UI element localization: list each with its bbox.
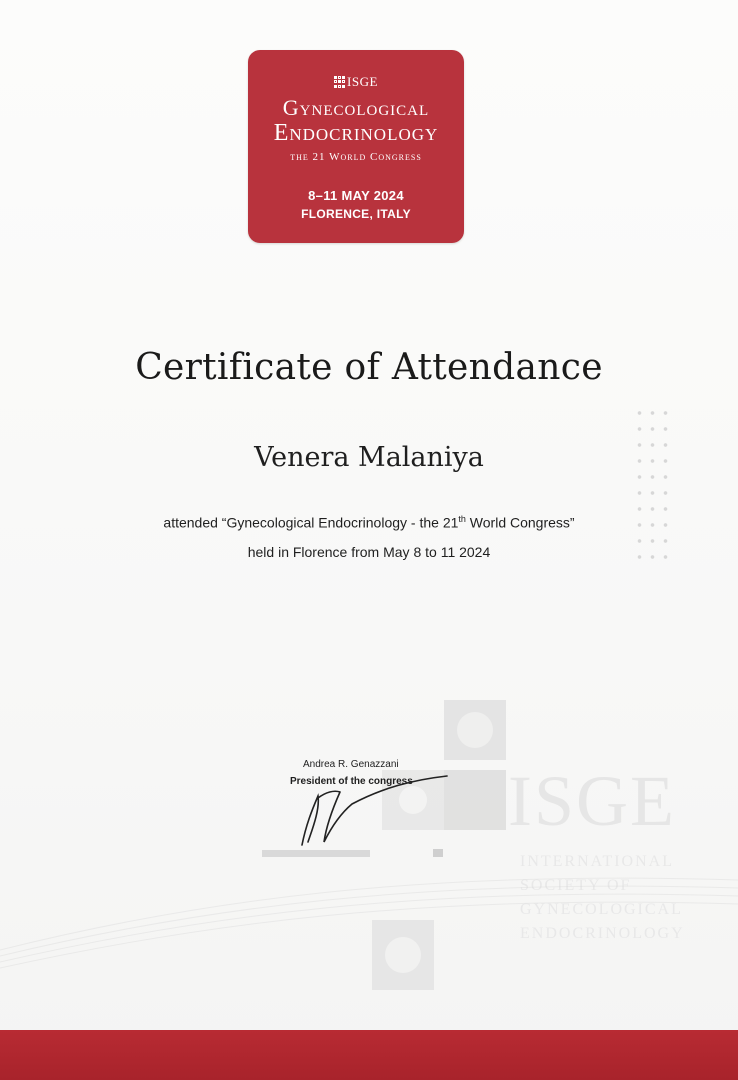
isge-mark: [248, 74, 464, 90]
isge-grid-icon: [334, 76, 344, 88]
venue-line: held in Florence from May 8 to 11 2024: [247, 544, 491, 560]
dot-grid-decoration: [633, 405, 673, 561]
recipient-name: Venera Malaniya: [254, 442, 484, 473]
divider-mark: [433, 849, 443, 857]
logo-line-endocrinology: Endocrinology: [273, 120, 439, 146]
signer-name: Andrea R. Genazzani: [303, 759, 399, 770]
footer-red-band: [0, 1030, 738, 1080]
logo-org: ISGE: [347, 74, 378, 89]
certificate-title: Certificate of Attendance: [135, 347, 603, 388]
handwritten-signature: [282, 770, 452, 850]
swoosh-decoration: [0, 860, 738, 980]
congress-logo: [248, 50, 464, 243]
logo-line-gynecological: Gynecological: [282, 95, 430, 120]
attendance-line: attended “Gynecological Endocrinology - the 21th World Congress”: [163, 514, 575, 531]
watermark-org: ISGE: [508, 761, 676, 841]
watermark-subtitle: INTERNATIONAL SOCIETY OF GYNECOLOGICAL ENDOCRINOLOGY: [520, 853, 685, 942]
logo-line-congress: the 21 World Congress: [290, 151, 422, 163]
signer-role: President of the congress: [290, 776, 413, 787]
logo-dates: 8–11 MAY 2024: [308, 188, 404, 203]
divider-bar: [262, 850, 370, 857]
logo-place: FLORENCE, ITALY: [301, 207, 411, 221]
